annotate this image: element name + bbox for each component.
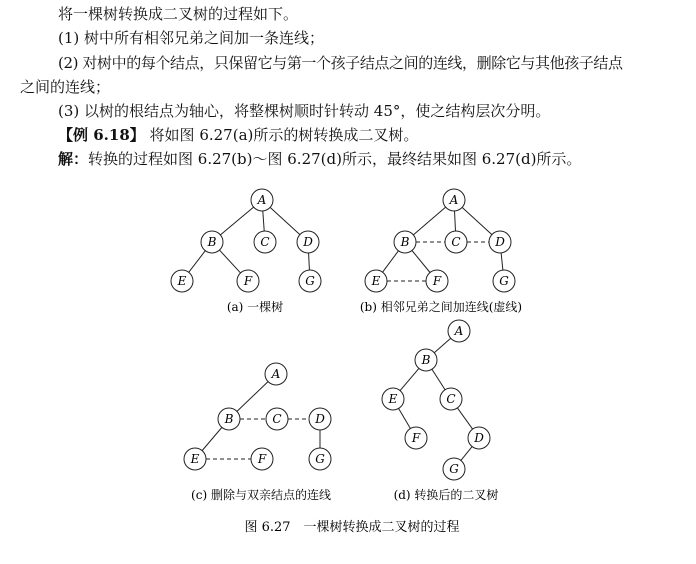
edge-A-C <box>263 211 264 231</box>
node-label-G: G <box>449 462 459 476</box>
node-label-G: G <box>315 452 325 466</box>
intro-text: 将一棵树转换成二叉树的过程如下。 <box>58 5 299 23</box>
panel-caption: (b) 相邻兄弟之间加连线(虚线) <box>359 300 523 314</box>
edge-A-D <box>270 207 300 234</box>
step-2-continued: 之间的连线； <box>20 78 111 96</box>
figure-caption: 图 6.27 一棵树转换成二叉树的过程 <box>244 520 460 535</box>
node-label-B: B <box>400 235 410 249</box>
example-label: 【例 6.18】 <box>58 126 145 144</box>
node-label-G: G <box>499 274 509 288</box>
edge-A-D <box>462 207 492 234</box>
node-label-D: D <box>495 235 505 249</box>
node-label-D: D <box>474 431 484 445</box>
panel-caption: (d) 转换后的二叉树 <box>393 488 499 502</box>
edge-E-F <box>399 408 411 428</box>
node-label-B: B <box>224 412 234 426</box>
node-label-B: B <box>421 353 431 367</box>
edge-B-F <box>219 250 240 273</box>
node-label-E: E <box>190 452 200 466</box>
edge-B-F <box>412 251 430 273</box>
edge-B-E <box>383 251 399 272</box>
edge-B-C <box>432 369 445 389</box>
node-label-G: G <box>305 274 315 288</box>
node-label-D: D <box>315 412 325 426</box>
example-text: 将如图 6.27(a)所示的树转换成二叉树。 <box>149 126 419 144</box>
solution-text: 转换的过程如图 6.27(b)～图 6.27(d)所示，最终结果如图 6.27(d)所示。 <box>88 150 582 168</box>
edge-B-E <box>202 427 222 450</box>
step-3: (3) 以树的根结点为轴心，将整棵树顺时针转动 45°，使之结构层次分明。 <box>58 102 551 120</box>
solution-label: 解： <box>58 150 89 168</box>
node-label-A: A <box>257 193 267 207</box>
node-label-A: A <box>454 324 464 338</box>
node-label-F: F <box>432 274 442 288</box>
edge-A-B <box>220 207 253 235</box>
node-label-C: C <box>451 235 461 249</box>
edge-D-G <box>461 447 472 461</box>
node-label-C: C <box>260 235 270 249</box>
node-label-E: E <box>388 392 398 406</box>
node-label-C: C <box>446 392 456 406</box>
edge-A-C <box>455 211 456 231</box>
node-label-F: F <box>411 431 421 445</box>
node-label-E: E <box>371 274 381 288</box>
node-label-A: A <box>449 193 459 207</box>
edge-B-E <box>189 251 206 273</box>
step-2: (2) 对树中的每个结点，只保留它与第一个孩子结点之间的连线，删除它与其他孩子结点 <box>58 54 623 72</box>
panel-caption: (a) 一棵树 <box>226 300 284 314</box>
node-label-F: F <box>257 452 267 466</box>
edge-A-B <box>434 338 450 352</box>
node-label-D: D <box>303 235 313 249</box>
edge-C-D <box>457 408 472 429</box>
edge-B-E <box>400 368 419 390</box>
edge-D-G <box>501 253 503 270</box>
edge-D-G <box>309 253 310 270</box>
node-label-C: C <box>272 412 282 426</box>
edge-A-B <box>237 382 268 412</box>
panel-caption: (c) 删除与双亲结点的连线 <box>191 488 331 502</box>
node-label-A: A <box>271 367 281 381</box>
edge-A-B <box>413 207 445 235</box>
step-1: (1) 树中所有相邻兄弟之间加一条连线； <box>58 29 325 47</box>
node-label-F: F <box>243 274 253 288</box>
node-label-E: E <box>177 274 187 288</box>
node-label-B: B <box>207 235 217 249</box>
